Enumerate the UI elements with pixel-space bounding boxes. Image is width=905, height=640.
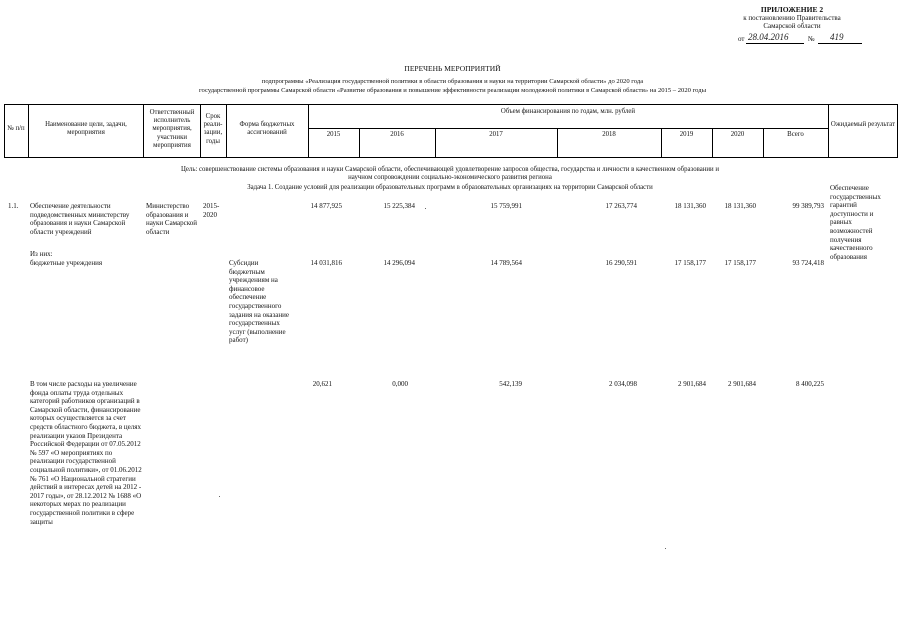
row-3-name: В том числе расходы на увеличение фонда оплаты труда отдельных категорий работников организаций в Самарской области, финансирование которых осуществляется за счет средств областного бюджета, в целях реализации указов Президента Российской Федерации от 07.05.2012 № 597 «О мероприятиях по реализации государственной социальной политики», от 01.06.2012 № 761 «О Национальной стратегии действий в интересах детей на 2012 - 2017 годы», от 28.12.2012 № 1688 «О некоторых мерах по реализации государственной политики в сфере защиты [30,380,142,526]
header-total: Всего [787,131,804,138]
title-heading: ПЕРЕЧЕНЬ МЕРОПРИЯТИЙ [404,64,501,73]
scan-speck [219,496,220,497]
header-year-2018: 2018 [602,131,616,138]
row-1-value-2019: 18 131,360 [674,202,706,210]
row-2-value-2017: 14 789,564 [490,259,522,267]
row-1-value-2018: 17 263,774 [605,202,637,210]
row-2-name: бюджетные учреждения [30,259,103,267]
header-result: Ожидаемый результат [830,121,896,128]
row-3-value-2016: 0,000 [392,380,408,388]
approval-region: Самарской области [763,22,821,30]
title-subprogram: подпрограммы «Реализация государственной политики в области образования и науки на территории Самарской области» до 2020 года [261,78,644,85]
row-3-value-2020: 2 901,684 [728,380,756,388]
row-3-value-2015: 20,621 [312,380,332,388]
header-year-2015: 2015 [326,131,341,138]
header-year-2020: 2020 [730,131,745,138]
scan-speck [665,548,666,549]
row-2-value-2018: 16 290,591 [605,259,637,267]
row-3-value-2019: 2 901,684 [678,380,706,388]
row-3-value-2017: 542,139 [499,380,522,388]
approval-decree: к постановлению Правительства [743,14,841,22]
header-year-2016: 2016 [390,131,404,138]
row-2-value-2019: 17 158,177 [674,259,706,267]
row-1-value-2016: 15 225,384 [383,202,415,210]
row-2-total: 93 724,418 [792,259,824,267]
number-label: № [808,35,815,43]
goal-line-1: Цель: совершенствование системы образования и науки Самарской области, обеспечивающей удовлетворение запросов общества, государства и личности в качественном образовании и [181,166,719,173]
row-1-value-2015: 14 877,925 [310,202,342,210]
row-1-value-2017: 15 759,991 [490,202,522,210]
row-1-expected-result: Обеспечение государственных гарантий доступности и равных возможностей получения качественного образования [830,184,881,261]
row-1-total: 99 389,793 [792,202,824,210]
header-year-2019: 2019 [679,131,694,138]
handwritten-number: 419 [830,32,844,42]
goal-line-2: научном сопровождении социально-экономического развития региона [348,174,552,181]
row-3-total: 8 400,225 [796,380,824,388]
task-1: Задача 1. Создание условий для реализации образовательных программ в образовательных организациях на территории Самарской области [247,184,653,191]
approval-title: ПРИЛОЖЕНИЕ 2 [760,5,824,14]
title-program: государственной программы Самарской области «Развитие образования и повышение эффективности реализации молодежной политики в Самарской области» на 2015 – 2020 годы [198,87,706,94]
row-1-number: 1.1. [8,202,19,210]
row-1-value-2020: 18 131,360 [724,202,756,210]
header-executor: Ответственный исполнитель мероприятия, участники мероприятия [149,109,195,149]
header-year-2017: 2017 [489,131,503,138]
row-2-form: Субсидии бюджетным учреждениям на финансовое обеспечение государственного задания на оказание государственных услуг (выполнение работ) [229,259,289,345]
row-1-term: 2015-2020 [203,202,220,219]
row-1-name: Обеспечение деятельности подведомственных министерству образования и науки Самарской области учреждений [30,202,130,236]
header-number: № п/п [7,125,25,132]
approval-block [727,6,857,30]
document-title [0,64,905,95]
header-term: Срок реали-зации, годы [203,113,223,145]
row-2-value-2016: 14 296,094 [383,259,415,267]
row-2-value-2015: 14 031,816 [310,259,342,267]
handwritten-date: 28.04.2016 [748,32,789,42]
date-prefix: от [738,35,745,43]
header-funding: Объем финансирования по годам, млн. рублей [500,108,636,115]
approval-date-line [738,32,868,44]
header-form: Форма бюджетных ассигнований [239,121,295,137]
row-2-prefix: Из них: [30,250,53,258]
row-3-value-2018: 2 034,098 [609,380,637,388]
header-name: Наименование цели, задачи, мероприятия [45,121,127,137]
row-1-executor: Министерство образования и науки Самарской области [146,202,198,236]
scan-speck [425,208,426,209]
row-2-value-2020: 17 158,177 [724,259,756,267]
